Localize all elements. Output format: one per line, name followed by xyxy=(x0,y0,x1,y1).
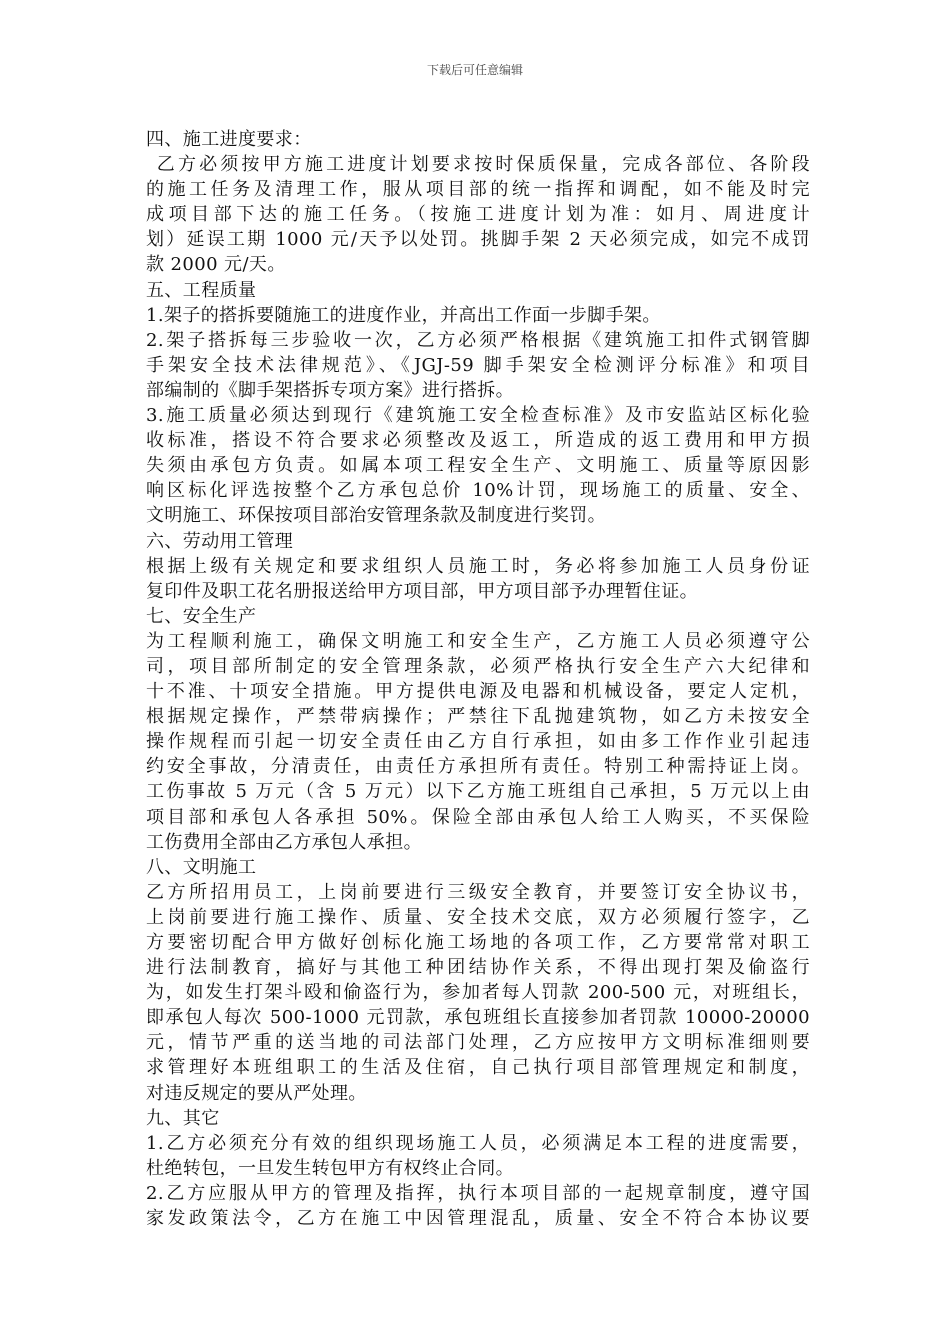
text-line: 上岗前要进行施工操作、质量、安全技术交底，双方必须履行签字，乙 xyxy=(146,906,810,928)
section-heading: 五、工程质量 xyxy=(146,279,257,301)
text-line: 乙方必须按甲方施工进度计划要求按时保质保量，完成各部位、各阶段 xyxy=(156,154,810,176)
section-heading: 六、劳动用工管理 xyxy=(146,530,294,552)
text-line: 进行法制教育，搞好与其他工种团结协作关系，不得出现打架及偷盗行 xyxy=(146,957,810,979)
text-line: 即承包人每次 500-1000 元罚款，承包班组长直接参加者罚款 10000-20000 xyxy=(146,1007,810,1029)
text-line: 对违反规定的要从严处理。 xyxy=(146,1082,367,1104)
text-line: 1.架子的搭拆要随施工的进度作业，并高出工作面一步脚手架。 xyxy=(146,304,661,326)
text-line: 成项目部下达的施工任务。（按施工进度计划为准：如月、周进度计 xyxy=(146,204,810,226)
text-line: 收标准，搭设不符合要求必须整改及返工，所造成的返工费用和甲方损 xyxy=(146,430,810,452)
section-heading: 九、其它 xyxy=(146,1107,220,1129)
page-header: 下载后可任意编辑 xyxy=(426,63,523,77)
text-line: 工伤事故 5 万元（含 5 万元）以下乙方施工班组自己承担，5 万元以上由 xyxy=(146,781,810,803)
text-line: 根据上级有关规定和要求组织人员施工时，务必将参加施工人员身份证 xyxy=(146,555,810,577)
text-line: 约安全事故，分清责任，由责任方承担所有责任。特别工种需持证上岗。 xyxy=(146,756,810,778)
text-line: 为工程顺利施工，确保文明施工和安全生产，乙方施工人员必须遵守公 xyxy=(146,630,810,652)
text-line: 款 2000 元/天。 xyxy=(146,254,286,276)
text-line: 方要密切配合甲方做好创标化施工场地的各项工作，乙方要常常对职工 xyxy=(146,932,810,953)
text-line: 操作规程而引起一切安全责任由乙方自行承担，如由多工作作业引起违 xyxy=(146,731,810,753)
text-line: 元，情节严重的送当地的司法部门处理，乙方应按甲方文明标准细则要 xyxy=(146,1032,810,1054)
section-heading: 七、安全生产 xyxy=(146,605,257,627)
text-line: 项目部和承包人各承担 50%。保险全部由承包人给工人购买，不买保险 xyxy=(146,806,810,828)
text-line: 失须由承包方负责。如属本项工程安全生产、文明施工、质量等原因影 xyxy=(146,455,810,477)
text-line: 部编制的《脚手架搭拆专项方案》进行搭拆。 xyxy=(146,379,514,401)
text-line: 乙方所招用员工，上岗前要进行三级安全教育，并要签订安全协议书， xyxy=(146,881,810,903)
text-line: 十不准、十项安全措施。甲方提供电源及电器和机械设备，要定人定机， xyxy=(146,681,810,703)
text-line: 求管理好本班组职工的生活及住宿，自己执行项目部管理规定和制度， xyxy=(146,1057,810,1079)
text-line: 2.架子搭拆每三步验收一次，乙方必须严格根据《建筑施工扣件式钢管脚 xyxy=(146,329,810,351)
text-line: 家发政策法令，乙方在施工中因管理混乱，质量、安全不符合本协议要 xyxy=(146,1208,810,1230)
text-line: 复印件及职工花名册报送给甲方项目部，甲方项目部予办理暂住证。 xyxy=(146,580,698,602)
document-body xyxy=(146,127,810,1231)
text-line: 响区标化评选按整个乙方承包总价 10%计罚，现场施工的质量、安全、 xyxy=(146,480,810,502)
section-heading: 八、文明施工 xyxy=(146,856,257,878)
text-line: 为，如发生打架斗殴和偷盗行为，参加者每人罚款 200-500 元，对班组长， xyxy=(146,982,810,1004)
text-line: 2.乙方应服从甲方的管理及指挥，执行本项目部的一起规章制度，遵守国 xyxy=(146,1182,810,1204)
text-line: 手架安全技术法律规范》、《JGJ-59 脚手架安全检测评分标准》和项目 xyxy=(146,354,810,376)
section-heading: 四、施工进度要求： xyxy=(146,129,312,150)
text-line: 根据规定操作，严禁带病操作；严禁往下乱抛建筑物，如乙方未按安全 xyxy=(146,706,810,728)
text-line: 工伤费用全部由乙方承包人承担。 xyxy=(146,831,422,853)
text-line: 的施工任务及清理工作，服从项目部的统一指挥和调配，如不能及时完 xyxy=(146,179,810,201)
text-line: 划）延误工期 1000 元/天予以处罚。挑脚手架 2 天必须完成，如完不成罚 xyxy=(146,229,810,251)
text-line: 3.施工质量必须达到现行《建筑施工安全检查标准》及市安监站区标化验 xyxy=(146,405,810,427)
text-line: 文明施工、环保按项目部治安管理条款及制度进行奖罚。 xyxy=(146,505,606,527)
text-line: 1.乙方必须充分有效的组织现场施工人员，必须满足本工程的进度需要， xyxy=(146,1132,810,1154)
text-line: 司，项目部所制定的安全管理条款，必须严格执行安全生产六大纪律和 xyxy=(146,655,810,677)
text-line: 杜绝转包，一旦发生转包甲方有权终止合同。 xyxy=(146,1157,514,1179)
